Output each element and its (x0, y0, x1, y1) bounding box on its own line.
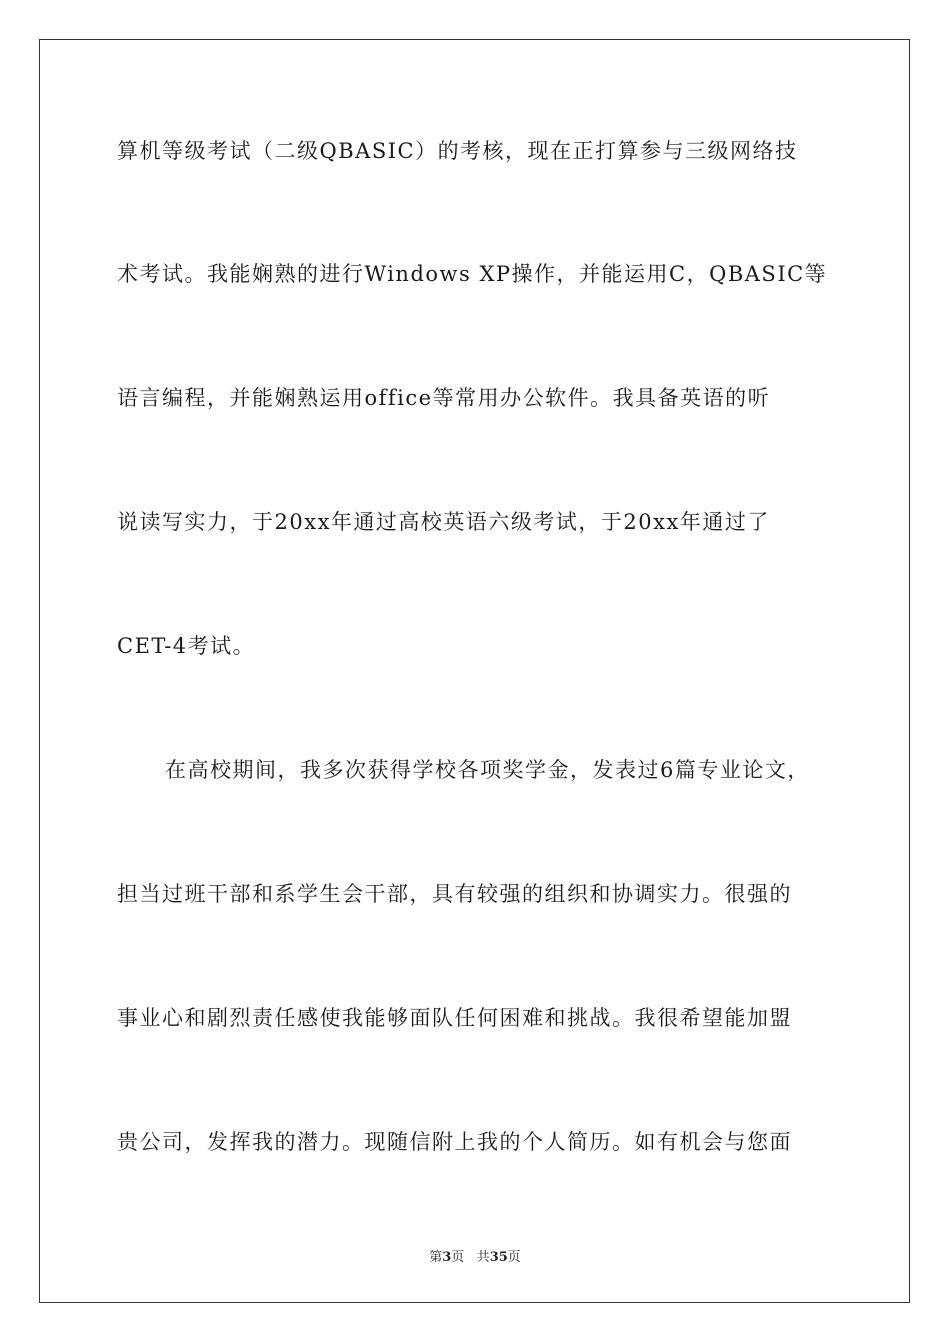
footer-total-prefix: 共 (476, 1250, 490, 1265)
text-line-6: 在高校期间，我多次获得学校各项奖学金，发表过6篇专业论文， (165, 758, 810, 782)
text-line-3: 语言编程，并能娴熟运用office等常用办公软件。我具备英语的听 (117, 386, 771, 410)
footer-prefix: 第 (429, 1250, 443, 1265)
text-line-2: 术考试。我能娴熟的进行Windows XP操作，并能运用C，QBASIC等 (117, 262, 828, 286)
footer-total-pages: 35 (489, 1250, 508, 1265)
footer-page-suffix: 页 (451, 1250, 465, 1265)
page-border (39, 39, 910, 1303)
text-line-7: 担当过班干部和系学生会干部，具有较强的组织和协调实力。很强的 (117, 882, 792, 906)
text-line-9: 贵公司，发挥我的潜力。现随信附上我的个人简历。如有机会与您面 (117, 1130, 792, 1154)
text-line-5: CET-4考试。 (117, 634, 256, 658)
text-line-8: 事业心和剧烈责任感使我能够面队任何困难和挑战。我很希望能加盟 (117, 1006, 792, 1030)
text-line-1: 算机等级考试（二级QBASIC）的考核，现在正打算参与三级网络技 (117, 139, 798, 163)
footer-page-number: 3 (442, 1250, 452, 1265)
page-footer (0, 1246, 950, 1265)
text-line-4: 说读写实力，于20xx年通过高校英语六级考试，于20xx年通过了 (117, 510, 770, 534)
footer-total-suffix: 页 (507, 1250, 521, 1265)
